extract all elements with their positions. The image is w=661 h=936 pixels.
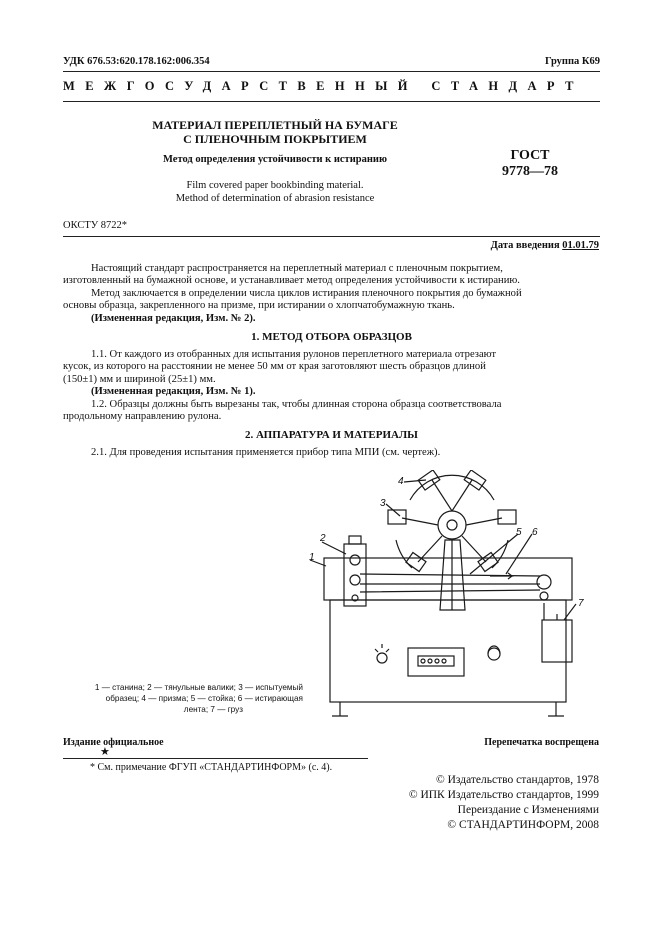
clause-2-1: 2.1. Для проведения испытания применяется прибор типа МПИ (см. чертеж). — [91, 447, 441, 458]
intro-revision: (Измененная редакция, Изм. № 2). — [91, 312, 256, 324]
clause-1-2-line-1: 1.2. Образцы должны быть вырезаны так, чтобы длинная сторона образца соответствовала — [91, 398, 502, 410]
intro-p2-line-1: Метод заключается в определении числа циклов истирания пленочного покрытия до бумажной — [91, 287, 522, 299]
frame-top — [324, 558, 572, 600]
copyright-line-2: © ИПК Издательство стандартов, 1999 — [408, 789, 599, 801]
intro-date-value: 01.01.79 — [562, 240, 599, 251]
english-title-line-2: Method of determination of abrasion resistance — [175, 193, 375, 204]
figure-caption-line-2: образец; 4 — призма; 5 — стойка; 6 — истирающая — [105, 694, 303, 703]
intro-p2-line-2: основы образца, закрепленного на призме, при истирании о хлопчатобумажную ткань. — [63, 300, 455, 312]
header-rule-top — [63, 71, 600, 72]
intro-p1-line-1: Настоящий стандарт распространяется на переплетный материал с пленочным покрытием, — [91, 263, 503, 274]
title-line-1: МАТЕРИАЛ ПЕРЕПЛЕТНЫЙ НА БУМАГЕ — [152, 118, 398, 132]
section-1-heading: 1. МЕТОД ОТБОРА ОБРАЗЦОВ — [251, 331, 412, 343]
figure-caption-line-1: 1 — станина; 2 — тянульные валики; 3 — испытуемый — [94, 683, 303, 692]
udc-code: УДК 676.53:620.178.162:006.354 — [63, 56, 210, 67]
intro-date-label: Дата введения — [490, 240, 560, 251]
copyright-line-3: Переиздание с Изменениями — [457, 804, 599, 816]
group-code: Группа К69 — [544, 56, 600, 67]
clause-1-1-line-1: 1.1. От каждого из отобранных для испытания рулонов переплетного материала отрезают — [91, 349, 497, 360]
hub — [438, 511, 466, 539]
figure-caption-line-3: лента; 7 — груз — [183, 705, 243, 714]
okstu-code: ОКСТУ 8722* — [63, 220, 128, 231]
clause-1-1-revision: (Измененная редакция, Изм. № 1). — [91, 386, 256, 398]
frame-body — [330, 600, 566, 702]
reprint-prohibited: Перепечатка воспрещена — [484, 737, 599, 748]
intro-date — [491, 240, 599, 251]
clause-1-1-line-3: (150±1) мм и шириной (25±1) мм. — [63, 373, 216, 385]
official-edition: Издание официальное — [63, 737, 164, 748]
apparatus-drawing — [300, 470, 600, 732]
intro-p1-line-2: изготовленный на бумажной основе, и устанавливает метод определения устойчивости к истиранию. — [63, 275, 520, 287]
switch-right — [488, 648, 500, 660]
section-1-body — [63, 349, 600, 423]
star-mark: ★ — [100, 746, 110, 758]
clause-1-2-line-2: продольному направлению рулона. — [63, 411, 222, 423]
english-title-line-1: Film covered paper bookbinding material. — [186, 180, 364, 191]
figure-label-1: 1 — [309, 552, 315, 563]
footnote: * См. примечание ФГУП «СТАНДАРТИНФОРМ» (с. 4). — [90, 762, 333, 773]
figure-label-4: 4 — [398, 476, 404, 487]
switch-left — [377, 653, 387, 663]
method-title: Метод определения устойчивости к истиранию — [163, 154, 387, 165]
okstu-rule — [63, 236, 600, 237]
gost-number: 9778—78 — [502, 164, 558, 179]
figure-label-7: 7 — [578, 598, 584, 609]
gost-label: ГОСТ — [510, 148, 550, 163]
title-line-2: С ПЛЕНОЧНЫМ ПОКРЫТИЕМ — [183, 132, 367, 146]
section-2-heading: 2. АППАРАТУРА И МАТЕРИАЛЫ — [245, 429, 418, 441]
footnote-rule — [63, 758, 368, 759]
roller-lower — [350, 575, 360, 585]
roller-upper — [350, 555, 360, 565]
figure-label-2: 2 — [320, 533, 326, 544]
standard-banner: МЕЖГОСУДАРСТВЕННЫЙ СТАНДАРТ — [63, 79, 584, 93]
figure-label-3: 3 — [380, 498, 386, 509]
figure-caption — [63, 682, 303, 715]
figure-label-6: 6 — [532, 527, 538, 538]
copyright-block — [409, 773, 599, 833]
copyright-line-4: © СТАНДАРТИНФОРМ, 2008 — [447, 819, 599, 831]
header-rule-bottom — [63, 101, 600, 102]
weight — [542, 620, 572, 662]
copyright-line-1: © Издательство стандартов, 1978 — [435, 774, 599, 786]
clause-1-1-line-2: кусок, из которого на расстоянии не менее 50 мм от края заготовляют шесть образцов длиной — [63, 361, 486, 373]
intro-paragraph-1 — [63, 263, 600, 325]
abrasive-belt — [360, 574, 540, 592]
figure-label-5: 5 — [516, 527, 522, 538]
